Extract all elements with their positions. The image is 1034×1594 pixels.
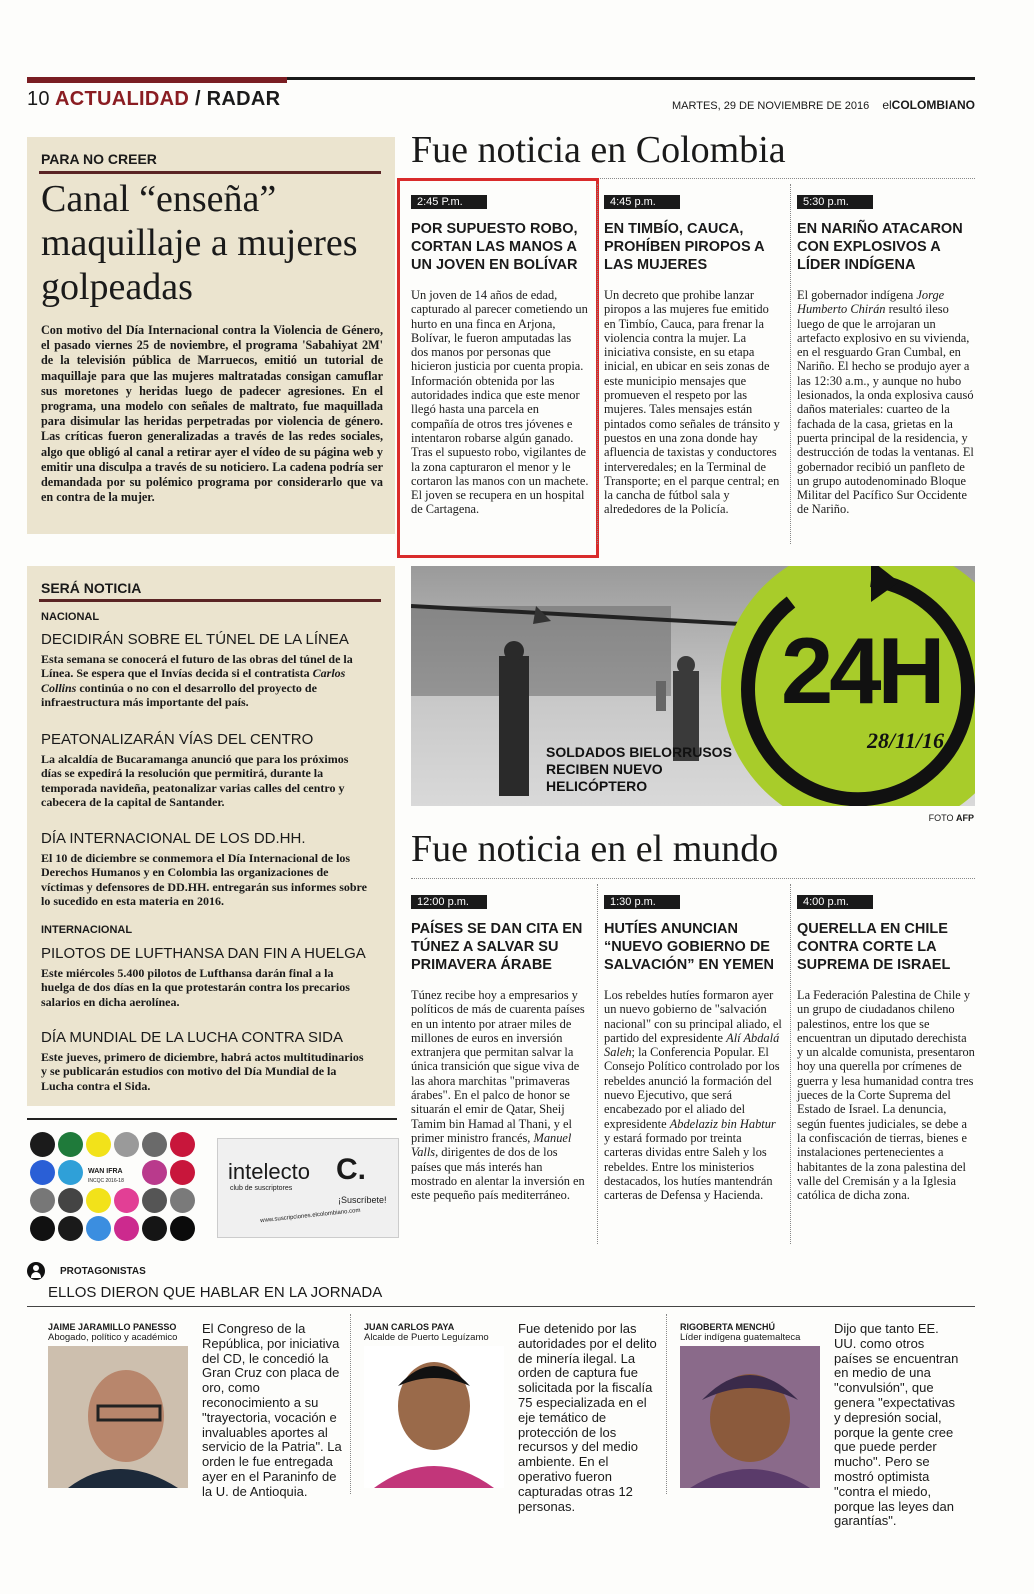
news-headline: POR SUPUESTO ROBO, CORTAN LAS MANOS A UN JOVEN EN BOLÍVAR xyxy=(411,221,578,273)
subsection-name: RADAR xyxy=(206,88,281,110)
person-name: Carlos Collins xyxy=(41,666,346,695)
section-divider xyxy=(27,1118,397,1120)
protagonist-name: RIGOBERTA MENCHÚ xyxy=(680,1322,775,1332)
intelecto-ad[interactable] xyxy=(217,1138,399,1238)
color-swatch xyxy=(58,1132,83,1157)
brief-headline: DECIDIRÁN SOBRE EL TÚNEL DE LA LÍNEA xyxy=(41,631,349,648)
news-headline: PAÍSES SE DAN CITA EN TÚNEZ A SALVAR SU PRIMAVERA ÁRABE xyxy=(411,921,583,973)
brief-body: Este miércoles 5.400 pilotos de Lufthansa darán final a la huelga de dos días en la que protestarán contra los precarios salarios en dicha aerolínea. xyxy=(41,966,350,1009)
portrait-placeholder xyxy=(364,1346,504,1488)
news-time: 4:45 p.m. xyxy=(604,195,680,209)
header-rule-accent xyxy=(27,77,287,83)
ad-tagline: club de suscriptores xyxy=(230,1185,293,1192)
photo-caption: SOLDADOS BIELORRUSOS RECIBEN NUEVO HELICÓPTERO xyxy=(546,744,732,794)
color-swatch xyxy=(30,1188,55,1213)
wan-ifra-sub: INCQC 2016-18 xyxy=(88,1178,124,1184)
color-swatch xyxy=(114,1216,139,1241)
mundo-title-rule xyxy=(411,878,975,879)
mundo-news-2 xyxy=(604,892,782,1202)
person-name: Jorge Humberto Chirán xyxy=(797,288,945,317)
person-icon xyxy=(27,1262,45,1280)
color-swatch xyxy=(170,1188,195,1213)
brand-name: COLOMBIANO xyxy=(891,98,975,112)
mundo-news-3 xyxy=(797,892,975,1202)
ad-logo-letter: C. xyxy=(336,1153,366,1186)
protagonist-role: Abogado, político y académico xyxy=(48,1332,178,1343)
newspaper-brand xyxy=(882,98,975,112)
color-swatch xyxy=(142,1132,167,1157)
news-body: Un joven de 14 años de edad, capturado al parecer cometiendo un hurto en una finca en Arjona, Bolívar, le fueron amputadas las dos manos por personas que hicieron justicia por cuenta propia. Información obtenida por las autoridades indica que este menor llegó hasta una parcela en compañía de otros tres jóvenes e intentaron robarse algún ganado. Tras el supuesto robo, vigilantes de la zona capturaron el menor y le cortaron las manos con un machete. El joven se recupera en un hospital de Cartagena. xyxy=(411,288,589,517)
brief-body-rest: continúa o no con el desarrollo del proyecto de infraestructura más importante del país. xyxy=(41,680,317,710)
news-body: Un decreto que prohibe lanzar piropos a las mujeres fue emitido en Timbío, Cauca, para frenar la violencia contra la mujer. La iniciativa consiste, en su etapa inicial, en ubicar en seis zonas de este municipio mensajes que promueven el respeto por las mujeres. Tales mensajes están pintados como señales de tránsito y puestos en una zona donde hay afluencia de taxistas y conductores interveredales; en la Terminal de Transporte; en el parque central; en la cancha de fútbol sala y alrededores de la Policía. xyxy=(604,288,780,517)
news-body-middle: ; la Conferencia Popular. El Consejo Político controlado por los rebeldes anunció la formación del nuevo Ejecutivo, que será encabezado por el aliado del expresidente xyxy=(604,1045,780,1131)
color-swatch xyxy=(58,1160,83,1185)
person-name: Alí Abdalá Saleh xyxy=(604,1030,780,1060)
news-headline: EN NARIÑO ATACARON CON EXPLOSIVOS A LÍDER INDÍGENA xyxy=(797,221,963,273)
news-time: 2:45 P.m. xyxy=(411,195,487,209)
colombia-section-title: Fue noticia en Colombia xyxy=(411,129,786,171)
news-photo xyxy=(411,566,975,806)
color-swatch xyxy=(142,1216,167,1241)
color-swatch xyxy=(30,1160,55,1185)
protagonistas-subtitle: ELLOS DIERON QUE HABLAR EN LA JORNADA xyxy=(48,1284,383,1301)
protagonist-role: Líder indígena guatemalteca xyxy=(680,1332,801,1343)
section-name: ACTUALIDAD xyxy=(54,88,190,110)
protagonist-role: Alcalde de Puerto Leguízamo xyxy=(364,1332,489,1343)
color-swatch xyxy=(86,1188,111,1213)
page-header xyxy=(27,88,280,111)
news-body xyxy=(411,988,589,1202)
portrait-placeholder xyxy=(48,1346,188,1488)
brief-body: El 10 de diciembre se conmemora el Día Internacional de los Derechos Humanos y en Colombia las organizaciones de víctimas y defensores de DD.HH. entregarán sus informes sobre lo sucedido en esta materia en 2016. xyxy=(41,851,367,909)
column-divider xyxy=(790,184,791,544)
color-swatch xyxy=(142,1160,167,1185)
column-divider xyxy=(666,1314,667,1494)
protagonist-name: JAIME JARAMILLO PANESSO xyxy=(48,1322,177,1332)
header-meta xyxy=(672,98,975,112)
badge-date: 28/11/16 xyxy=(867,728,945,753)
brief-body xyxy=(41,652,369,710)
news-headline: QUERELLA EN CHILE CONTRA CORTE LA SUPREMA DE ISRAEL xyxy=(797,921,951,973)
protagonist-card xyxy=(48,1321,342,1499)
protagonist-text: Dijo que tanto EE. UU. como otros países se encuentran en medio de una "convulsión", que genera "expectativas y depresión social, porque la gente cree que puede perder mucho". Pero se mostró optimista "contra el miedo, porque las leyes dan garantías". xyxy=(834,1321,959,1529)
news-body xyxy=(797,288,975,517)
protagonistas-kicker: PROTAGONISTAS xyxy=(60,1266,146,1277)
colombia-news-3 xyxy=(797,192,975,517)
protagonist-photo xyxy=(364,1346,504,1488)
news-body-rest: resultó ileso luego de que le arrojaran un artefacto explosivo en su vivienda, en el resguardo Gran Cumbal, en Nariño. El hecho se produjo ayer a las 12:30 a.m., y aunque no hubo lesionados, la onda explosiva causó daños materiales: cuarteo de la fachada de la casa, grietas en la puerta principal de la residencia, y destrucción de todas la ventanas. El gobernador recibió un panfleto de un grupo autodenominado Bloque Militar del Pacífico Sur Occidente de Nariño. xyxy=(797,302,974,517)
page-number: 10 xyxy=(27,88,50,110)
para-no-creer-kicker: PARA NO CREER xyxy=(41,151,157,167)
protagonist-photo xyxy=(680,1346,820,1488)
brief-body: La alcaldía de Bucaramanga anunció que para los próximos días se expedirá la resolución que permitirá, durante la temporada navideña, peatonalizar varias calles del centro y cabecera de la capital de Santander. xyxy=(41,752,349,810)
column-divider xyxy=(597,884,598,1244)
para-no-creer-body: Con motivo del Día Internacional contra la Violencia de Género, el pasado viernes 25 de noviembre, el programa 'Sabahiyat 2M' de la televisión pública de Marruecos, emitió un tutorial de maquillaje para que las mujeres maltratadas consigan camuflar sus moretones y heridas luego de padecer agresiones. En el programa, una modelo con señales de maltrato, fue maquillada para disimular las heridas perpetradas por violencia de género. Las críticas fueron generalizadas a través de las redes sociales, algo que obligó al canal a retirar ayer el vídeo de su página web y emitir una disculpa a través de su noticiero. La cadena podría ser demandada por su polémico programa por considerarlo que va en contra de la mujer. xyxy=(41,323,383,505)
credit-label: FOTO xyxy=(928,813,954,823)
news-body-intro: Los rebeldes hutíes formaron ayer un nuevo gobierno de "salvación nacional" con su principal aliado, el partido del expresidente xyxy=(604,988,782,1045)
news-body xyxy=(604,988,782,1202)
column-divider xyxy=(350,1314,351,1494)
wan-ifra-logo: WAN IFRA xyxy=(88,1168,123,1175)
mundo-news-1 xyxy=(411,892,589,1202)
badge-24h-circle xyxy=(721,566,975,806)
protagonist-text: El Congreso de la República, por iniciativa del CD, le concedió la Gran Cruz con placa de oro, como reconocimiento a su "trayectoria, vocación e invaluables aportes al servicio de la Patria". La orden le fue entregada ayer en el Paraninfo de la U. de Antioquia. xyxy=(202,1321,342,1499)
colombia-news-2 xyxy=(604,192,782,517)
mundo-section-title: Fue noticia en el mundo xyxy=(411,828,779,870)
color-swatch xyxy=(58,1188,83,1213)
para-no-creer-box xyxy=(27,137,395,534)
news-time: 4:00 p.m. xyxy=(797,895,873,909)
color-swatch xyxy=(142,1188,167,1213)
news-body-intro: Túnez recibe hoy a empresarios y políticos de más de cuarenta países en un intento por atraer miles de millones de euros en inversión extranjera que permitan salvar la única transición que sigue viva de las ahora marchitas "primaveras árabes". En el palco de honor se situarán el emir de Qatar, Sheij Tamim bin Hamad al Thani, y el primer ministro francés, xyxy=(411,988,585,1145)
color-swatch xyxy=(170,1216,195,1241)
news-time: 1:30 p.m. xyxy=(604,895,680,909)
color-swatch xyxy=(114,1188,139,1213)
news-time: 5:30 p.m. xyxy=(797,195,873,209)
sera-noticia-kicker: SERÁ NOTICIA xyxy=(41,580,142,596)
color-swatch xyxy=(114,1132,139,1157)
brief-headline: PILOTOS DE LUFTHANSA DAN FIN A HUELGA xyxy=(41,945,366,962)
news-headline: EN TIMBÍO, CAUCA, PROHÍBEN PIROPOS A LAS MUJERES xyxy=(604,221,765,273)
photo-credit xyxy=(929,813,974,823)
color-swatch xyxy=(30,1132,55,1157)
protagonist-card xyxy=(364,1321,657,1514)
nacional-label: NACIONAL xyxy=(41,611,100,623)
protagonist-photo xyxy=(48,1346,188,1488)
news-body-rest: y estará formado por treinta carteras dividas entre Saleh y los rebeldes. Entre los ministerios destacados, los hutíes mantendrán carteras de Defensa y Hacienda. xyxy=(604,1130,773,1203)
color-swatch xyxy=(86,1132,111,1157)
brief-body: Este jueves, primero de diciembre, habrá actos multitudinarios y se publicarán estudios con motivo del Día Mundial de la Lucha contra el Sida. xyxy=(41,1050,364,1093)
news-body-intro: El gobernador indígena xyxy=(797,288,917,302)
color-swatch xyxy=(58,1216,83,1241)
brief-headline: DÍA INTERNACIONAL DE LOS DD.HH. xyxy=(41,830,306,847)
portrait-placeholder xyxy=(680,1346,820,1488)
kicker-rule xyxy=(39,599,381,602)
section-separator: / xyxy=(194,88,201,110)
news-body: La Federación Palestina de Chile y un grupo de ciudadanos chileno palestinos, entre los que se encuentran un diputado derechista y un alcalde comunista, presentaron hoy una querella por crímenes de guerra y lesa humanidad contra tres jueces de la Corte Suprema del Estado de Israel. La denuncia, según fuentes judiciales, se debe a la confiscación de tierras, bienes e instalaciones pertenecientes a habitantes de la zona palestina del valle del Cremisán y a la Iglesia católica de dicha zona. xyxy=(797,988,975,1203)
color-swatch xyxy=(170,1160,195,1185)
person-name: Abdelaziz bin Habtur xyxy=(669,1116,776,1131)
internacional-label: INTERNACIONAL xyxy=(41,924,133,936)
color-swatch xyxy=(170,1132,195,1157)
brand-prefix: el xyxy=(882,98,892,112)
brief-body-intro: Esta semana se conocerá el futuro de las obras del túnel de la Línea. Se espera que el Invías decida si el contratista xyxy=(41,652,353,681)
ad-brand: intelecto xyxy=(228,1159,310,1184)
color-swatch xyxy=(86,1216,111,1241)
credit-source: AFP xyxy=(956,813,974,823)
protagonist-text: Fue detenido por las autoridades por el delito de minería ilegal. La orden de captura fue solicitada por la fiscalía 75 especializada en el eje temático de protección de los recursos y del medio ambiente. En el operativo fueron capturadas otras 12 personas. xyxy=(518,1321,657,1514)
issue-date: MARTES, 29 DE NOVIEMBRE DE 2016 xyxy=(672,100,870,112)
color-registration-chart xyxy=(30,1132,205,1244)
protagonist-card xyxy=(680,1321,959,1529)
color-swatch xyxy=(30,1216,55,1241)
ad-url[interactable]: www.suscripciones.elcolombiano.com xyxy=(259,1207,361,1225)
news-body-rest: , dirigentes de dos de los países que más interés han mostrado en alentar la inversión en este pequeño país mediterráneo. xyxy=(411,1145,585,1203)
brief-headline: PEATONALIZARÁN VÍAS DEL CENTRO xyxy=(41,731,314,748)
news-time: 12:00 p.m. xyxy=(411,895,487,909)
sera-noticia-box xyxy=(27,566,395,1106)
protagonistas-rule xyxy=(27,1306,975,1307)
ad-cta: ¡Suscríbete! xyxy=(338,1195,387,1205)
brief-headline: DÍA MUNDIAL DE LA LUCHA CONTRA SIDA xyxy=(41,1029,344,1046)
badge-24h: 24H xyxy=(781,618,942,723)
protagonist-name: JUAN CARLOS PAYA xyxy=(364,1322,455,1332)
news-headline: HUTÍES ANUNCIAN “NUEVO GOBIERNO DE SALVACIÓN” EN YEMEN xyxy=(604,921,774,973)
colombia-news-1 xyxy=(411,192,589,517)
person-name: Manuel Valls xyxy=(411,1130,572,1160)
para-no-creer-headline: Canal “enseña” maquillaje a mujeres golpeadas xyxy=(41,178,358,308)
column-divider xyxy=(790,884,791,1244)
kicker-rule xyxy=(39,171,381,174)
column-divider xyxy=(597,184,598,544)
